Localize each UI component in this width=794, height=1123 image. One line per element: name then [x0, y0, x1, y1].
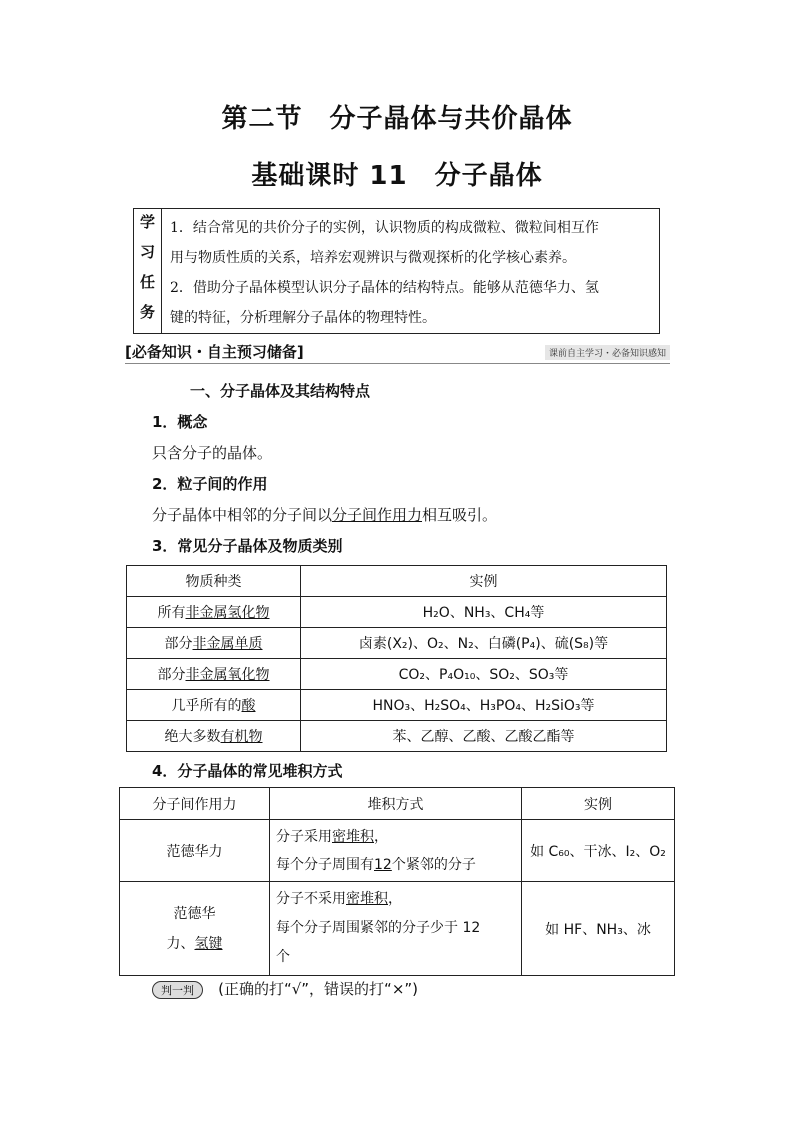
table-cell: 苯、乙醇、乙酸、乙酸乙酯等: [301, 721, 667, 752]
table-cell: 所有非金属氢化物: [127, 597, 301, 628]
table-row: [127, 690, 667, 721]
goal-line: 用与物质性质的关系，培养宏观辨识与微观探析的化学核心素养。: [170, 250, 576, 266]
table-cell: 卤素(X₂)、O₂、N₂、白磷(P₄)、硫(S₈)等: [301, 628, 667, 659]
table-cell: 部分非金属单质: [127, 628, 301, 659]
goal-line: 2．借助分子晶体模型认识分子晶体的结构特点。能够从范德华力、氢: [170, 280, 599, 296]
judge-instruction: (正确的打“√”，错误的打“×”): [218, 980, 419, 998]
goal-label-char: 学: [139, 213, 155, 231]
judge-badge: 判一判: [152, 981, 203, 999]
table-cell: 范德华 力、氢键: [120, 882, 270, 976]
item1-title: 1．概念: [152, 413, 208, 431]
table-cell: 几乎所有的酸: [127, 690, 301, 721]
section-bar: [125, 341, 670, 364]
table-header-row: [120, 788, 675, 820]
goal-line: 键的特征，分析理解分子晶体的物理特性。: [170, 310, 436, 326]
lesson-title: 基础课时 11 分子晶体: [251, 161, 543, 191]
crystal-types-table: [126, 565, 667, 752]
table-cell: 分子不采用密堆积， 每个分子周围紧邻的分子少于 12 个: [270, 882, 522, 976]
item2-text-post: 相互吸引。: [422, 506, 498, 524]
goal-label-char: 务: [139, 303, 155, 321]
item4-title: 4．分子晶体的常见堆积方式: [152, 762, 343, 780]
stacking-table: [119, 787, 675, 976]
table-cell: 范德华力: [120, 820, 270, 882]
table-cell: H₂O、NH₃、CH₄等: [301, 597, 667, 628]
learning-goals-box: [133, 208, 660, 334]
item1-text: 只含分子的晶体。: [152, 444, 273, 462]
table-row: [127, 721, 667, 752]
table-header: 物质种类: [127, 566, 301, 597]
goal-label-char: 习: [139, 243, 155, 261]
item3-title: 3．常见分子晶体及物质类别: [152, 537, 343, 555]
learning-goals-label: [134, 209, 162, 333]
table-cell: 部分非金属氧化物: [127, 659, 301, 690]
goal-label-char: 任: [139, 273, 155, 291]
table-row: [120, 882, 675, 976]
item2-text: [152, 504, 497, 525]
section-title: 第二节 分子晶体与共价晶体: [221, 104, 573, 134]
table-row: [127, 628, 667, 659]
section-bar-tag: 课前自主学习・必备知识感知: [545, 345, 670, 360]
table-cell: CO₂、P₄O₁₀、SO₂、SO₃等: [301, 659, 667, 690]
goal-line: 1．结合常见的共价分子的实例，认识物质的构成微粒、微粒间相互作: [170, 220, 599, 236]
table-cell: 如 HF、NH₃、冰: [522, 882, 675, 976]
learning-goals-text: [170, 213, 658, 333]
table-cell: 如 C₆₀、干冰、I₂、O₂: [522, 820, 675, 882]
table-cell: 绝大多数有机物: [127, 721, 301, 752]
table-header-row: [127, 566, 667, 597]
item2-text-pre: 分子晶体中相邻的分子间以: [152, 506, 333, 524]
judge-line: [152, 978, 418, 999]
table-cell: 分子采用密堆积， 每个分子周围有12个紧邻的分子: [270, 820, 522, 882]
table-cell: HNO₃、H₂SO₄、H₃PO₄、H₂SiO₃等: [301, 690, 667, 721]
table-row: [120, 820, 675, 882]
heading-1: 一、分子晶体及其结构特点: [190, 382, 371, 400]
table-header: 分子间作用力: [120, 788, 270, 820]
table-row: [127, 659, 667, 690]
table-row: [127, 597, 667, 628]
item2-title: 2．粒子间的作用: [152, 475, 268, 493]
item2-key-term: 分子间作用力: [332, 506, 423, 524]
table-header: 实例: [301, 566, 667, 597]
table-header: 堆积方式: [270, 788, 522, 820]
table-header: 实例: [522, 788, 675, 820]
section-bar-title: [必备知识・自主预习储备]: [125, 343, 304, 361]
